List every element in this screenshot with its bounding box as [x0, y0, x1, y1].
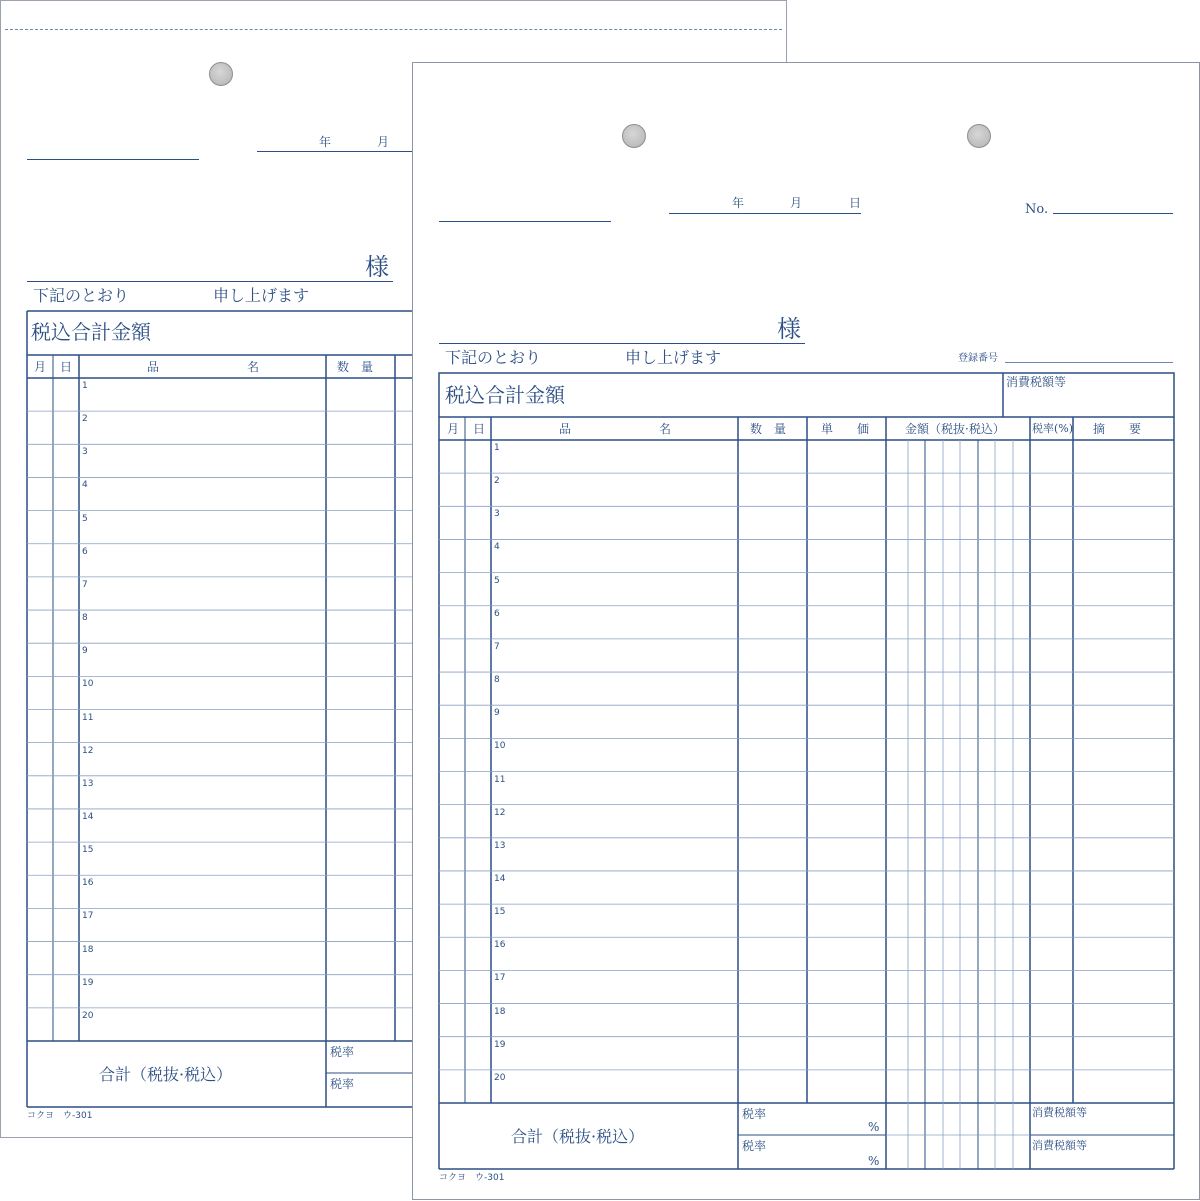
rate-label-1: 税率 [330, 1045, 355, 1059]
zeikomi-total-label: 税込合計金額 [445, 383, 565, 407]
row-number: 16 [494, 940, 506, 951]
rate-label-2: 税率 [330, 1077, 355, 1091]
kaki-label: 下記のとおり [33, 286, 130, 305]
row-number: 16 [82, 878, 94, 889]
row-number: 8 [82, 613, 88, 624]
zeikomi-total-label: 税込合計金額 [31, 320, 151, 344]
total-label: 合計（税抜·税込） [511, 1127, 645, 1146]
col-month: 月 [34, 360, 47, 374]
row-number: 19 [494, 1039, 506, 1050]
row-number: 1 [82, 381, 88, 391]
year-label: 年 [319, 135, 332, 149]
col-tanka: 単 価 [821, 422, 870, 436]
rate-label-2: 税率 [742, 1139, 767, 1153]
product-code: コクヨ ウ-301 [439, 1173, 505, 1183]
col-hin: 品 [147, 360, 160, 374]
row-number: 7 [494, 641, 500, 652]
no-label: No. [1025, 202, 1049, 217]
row-number: 5 [494, 575, 500, 586]
col-hin: 品 [559, 422, 572, 436]
row-number: 10 [494, 741, 506, 752]
row-number: 13 [494, 840, 506, 851]
row-number: 6 [494, 608, 500, 619]
shohizei-total-2: 消費税額等 [1032, 1139, 1087, 1152]
moushiage-label: 申し上げます [625, 348, 722, 367]
row-number: 13 [82, 778, 94, 789]
col-suuryou: 数 量 [750, 422, 787, 436]
row-number: 8 [494, 675, 500, 686]
row-number: 20 [494, 1072, 506, 1083]
row-number: 15 [82, 845, 94, 856]
row-number: 9 [494, 708, 500, 719]
row-number: 7 [82, 579, 88, 590]
percent-label-1: % [868, 1120, 880, 1134]
col-day: 日 [60, 360, 73, 374]
toroku-label: 登録番号 [958, 353, 998, 364]
month-label: 月 [790, 196, 803, 210]
shohizei-total-1: 消費税額等 [1032, 1106, 1087, 1119]
front-grid [413, 63, 1200, 1201]
row-number: 19 [82, 977, 94, 988]
row-number: 2 [82, 414, 88, 425]
rate-label-1: 税率 [742, 1107, 767, 1121]
row-number: 18 [82, 944, 94, 955]
year-label: 年 [732, 196, 745, 210]
row-number: 11 [494, 774, 506, 785]
sama-label: 様 [777, 315, 801, 343]
row-number: 11 [82, 712, 94, 723]
row-number: 12 [494, 807, 506, 818]
col-month: 月 [447, 422, 460, 436]
row-number: 14 [82, 811, 94, 822]
col-tekiyou: 摘 要 [1093, 422, 1142, 436]
row-number: 4 [494, 542, 500, 553]
col-mei: 名 [247, 360, 260, 374]
col-mei: 名 [659, 422, 672, 436]
row-number: 5 [82, 513, 88, 524]
row-number: 3 [494, 509, 500, 520]
total-label: 合計（税抜·税込） [99, 1065, 233, 1084]
day-label: 日 [849, 196, 862, 210]
col-kingaku: 金額（税抜·税込） [905, 422, 1005, 436]
row-number: 12 [82, 745, 94, 756]
row-number: 1 [494, 443, 500, 453]
row-number: 17 [494, 973, 506, 984]
row-number: 15 [494, 907, 506, 918]
col-zeiritsu: 税率(%) [1032, 422, 1074, 435]
front-sheet [412, 62, 1200, 1200]
moushiage-label: 申し上げます [213, 286, 310, 305]
row-number: 20 [82, 1010, 94, 1021]
row-number: 4 [82, 480, 88, 491]
sama-label: 様 [365, 253, 389, 281]
shohizei-label: 消費税額等 [1006, 375, 1067, 389]
row-number: 17 [82, 911, 94, 922]
col-day: 日 [473, 422, 486, 436]
percent-label-2: % [868, 1154, 880, 1168]
row-number: 2 [494, 476, 500, 487]
row-number: 18 [494, 1006, 506, 1017]
row-number: 10 [82, 679, 94, 690]
col-suuryou: 数 量 [337, 360, 374, 374]
row-number: 14 [494, 873, 506, 884]
month-label: 月 [377, 135, 390, 149]
product-code: コクヨ ウ-301 [27, 1111, 93, 1121]
row-number: 9 [82, 646, 88, 657]
kaki-label: 下記のとおり [445, 348, 542, 367]
row-number: 6 [82, 546, 88, 557]
row-number: 3 [82, 447, 88, 458]
